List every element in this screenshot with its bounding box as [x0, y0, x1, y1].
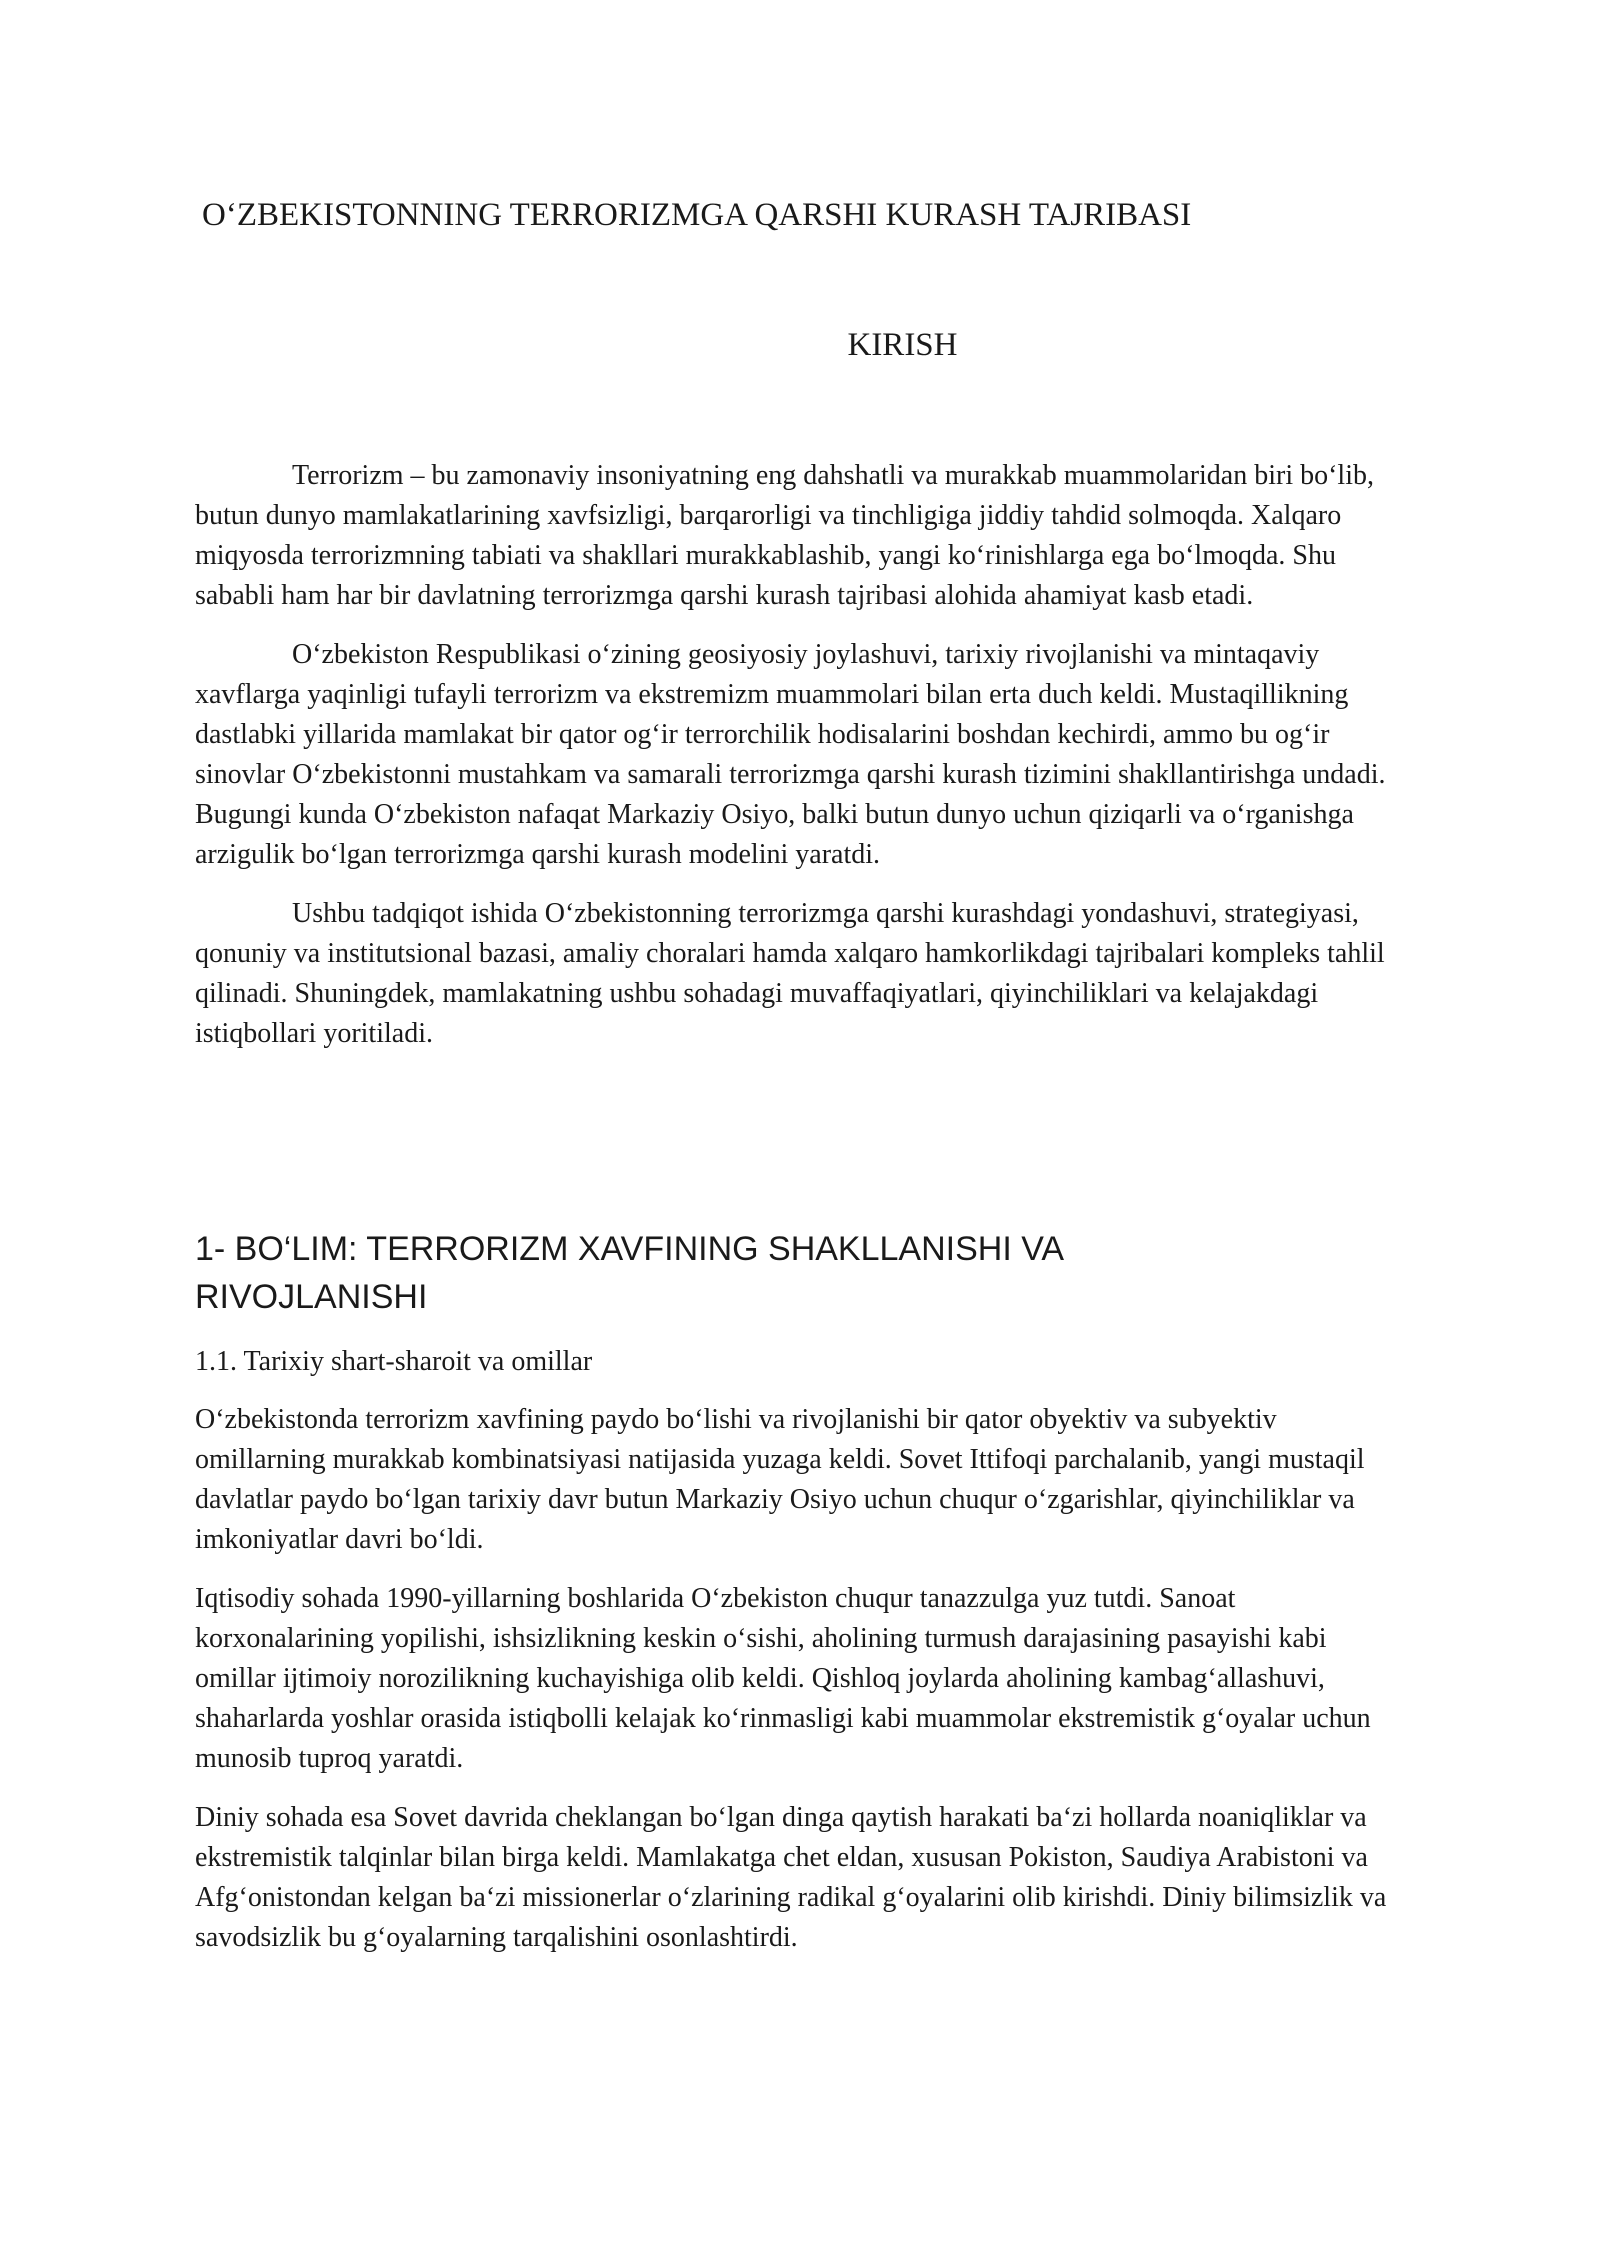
- section-heading: 1- BO‘LIM: TERRORIZM XAVFINING SHAKLLANISHI VA RIVOJLANISHI: [195, 1230, 1063, 1316]
- section-paragraph: O‘zbekistonda terrorizm xavfining paydo bo‘lishi va rivojlanishi bir qator obyektiv va subyektiv omillarning murakkab kombinatsiyasi natijasida yuzaga keldi. Sovet Ittifoqi parchalanib, yangi mustaqil davlatlar paydo bo‘lgan tarixiy davr butun Markaziy Osiyo uchun chuqur o‘zgarishlar, qiyinchiliklar va imkoniyatlar davri bo‘ldi.: [195, 1404, 1365, 1555]
- section-paragraph: Diniy sohada esa Sovet davrida cheklangan bo‘lgan dinga qaytish harakati ba‘zi hollarda noaniqliklar va ekstremistik talqinlar bilan birga keldi. Mamlakatga chet eldan, xususan Pokiston, Saudiya Arabistoni va Afg‘onistondan kelgan ba‘zi missionerlar o‘zlarining radikal g‘oyalarini olib kirishdi. Diniy bilimsizlik va savodsizlik bu g‘oyalarning tarqalishini osonlashtirdi.: [195, 1802, 1387, 1953]
- intro-section: [195, 456, 1410, 1073]
- intro-heading: KIRISH: [847, 327, 958, 363]
- intro-paragraph: Ushbu tadqiqot ishida O‘zbekistonning terrorizmga qarshi kurashdagi yondashuvi, strategiyasi, qonuniy va institutsional bazasi, amaliy choralari hamda xalqaro hamkorlikdagi tajribalari kompleks tahlil qilinadi. Shuningdek, mamlakatning ushbu sohadagi muvaffaqiyatlari, qiyinchiliklari va kelajakdagi istiqbollari yoritiladi.: [195, 898, 1385, 1049]
- intro-paragraph: O‘zbekiston Respublikasi o‘zining geosiyosiy joylashuvi, tarixiy rivojlanishi va mintaqaviy xavflarga yaqinligi tufayli terrorizm va ekstremizm muammolari bilan erta duch keldi. Mustaqillikning dastlabki yillarida mamlakat bir qator og‘ir terrorchilik hodisalarini boshdan kechirdi, ammo bu og‘ir sinovlar O‘zbekistonni mustahkam va samarali terrorizmga qarshi kurash tizimini shakllantirishga undadi. Bugungi kunda O‘zbekiston nafaqat Markaziy Osiyo, balki butun dunyo uchun qiziqarli va o‘rganishga arzigulik bo‘lgan terrorizmga qarshi kurash modelini yaratdi.: [195, 639, 1386, 870]
- subsection-heading: 1.1. Tarixiy shart-sharoit va omillar: [195, 1346, 593, 1377]
- document-title: O‘ZBEKISTONNING TERRORIZMGA QARSHI KURASH TAJRIBASI: [202, 197, 1192, 233]
- section-paragraph: Iqtisodiy sohada 1990-yillarning boshlarida O‘zbekiston chuqur tanazzulga yuz tutdi. Sanoat korxonalarining yopilishi, ishsizlikning keskin o‘sishi, aholining turmush darajasining pasayishi kabi omillar ijtimoiy norozilikning kuchayishiga olib keldi. Qishloq joylarda aholining kambag‘allashuvi, shaharlarda yoshlar orasida istiqbolli kelajak ko‘rinmasligi kabi muammolar ekstremistik g‘oyalar uchun munosib tuproq yaratdi.: [195, 1583, 1371, 1774]
- section-body: [195, 1400, 1410, 1977]
- intro-paragraph: Terrorizm – bu zamonaviy insoniyatning eng dahshatli va murakkab muammolaridan biri bo‘lib, butun dunyo mamlakatlarining xavfsizligi, barqarorligi va tinchligiga jiddiy tahdid solmoqda. Xalqaro miqyosda terrorizmning tabiati va shakllari murakkablashib, yangi ko‘rinishlarga ega bo‘lmoqda. Shu sababli ham har bir davlatning terrorizmga qarshi kurash tajribasi alohida ahamiyat kasb etadi.: [195, 460, 1374, 611]
